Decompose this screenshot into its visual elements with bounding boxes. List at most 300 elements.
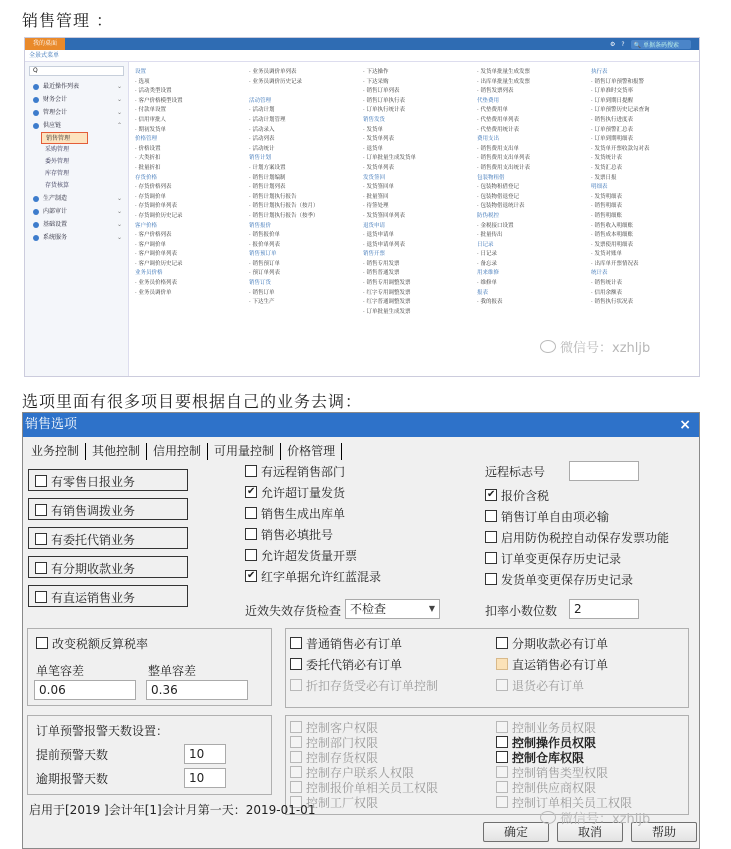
checkbox-label: 销售生成出库单 bbox=[261, 506, 346, 521]
menu-link[interactable]: · 红字专用调整发票 bbox=[363, 289, 411, 296]
menu-link[interactable]: · 客户调价单 bbox=[135, 241, 166, 248]
sidebar-subitem[interactable]: 库存管理 bbox=[45, 170, 70, 177]
menu-link[interactable]: · 发货明细表 bbox=[591, 193, 622, 200]
menu-link[interactable]: · 发货统计表 bbox=[591, 155, 622, 162]
menu-link[interactable]: · 代垫费用单列表 bbox=[477, 116, 519, 123]
menu-link[interactable]: 执行表 bbox=[591, 69, 608, 75]
sidebar-item[interactable] bbox=[25, 218, 128, 231]
settings-icon[interactable]: ⚙ bbox=[610, 41, 616, 48]
menu-link[interactable]: 代垫费用 bbox=[477, 97, 500, 104]
menu-link[interactable]: · 代垫费用统计表 bbox=[477, 126, 519, 133]
checkbox bbox=[496, 796, 508, 808]
sidebar-item[interactable] bbox=[25, 93, 128, 106]
checkbox[interactable] bbox=[485, 531, 497, 543]
help-button[interactable]: 帮助 bbox=[631, 822, 697, 842]
menu-link[interactable]: 客户价格 bbox=[135, 222, 158, 229]
checkbox-label: 报价含税 bbox=[501, 488, 550, 503]
watermark-2: 微信号：xzhljb bbox=[540, 808, 650, 827]
menu-link[interactable]: · 发货单列表 bbox=[363, 164, 394, 171]
checkbox-label: 允许超发货量开票 bbox=[261, 548, 358, 563]
order-required-group bbox=[285, 628, 689, 708]
business-type-box bbox=[28, 527, 188, 549]
checkbox[interactable] bbox=[35, 562, 47, 574]
sidebar-item-label: 基础设置 bbox=[43, 221, 68, 228]
option-checkbox[interactable] bbox=[485, 571, 633, 587]
checkbox-label: 控制工厂权限 bbox=[306, 795, 379, 810]
checkbox[interactable] bbox=[485, 573, 497, 585]
watermark: 微信号：xzhljb bbox=[540, 337, 650, 356]
checkbox[interactable] bbox=[496, 658, 508, 670]
erp-window bbox=[24, 37, 700, 377]
business-type-box bbox=[28, 498, 188, 520]
checkbox-label: 控制操作员权限 bbox=[512, 735, 597, 750]
menu-link[interactable]: 防伪税控 bbox=[477, 212, 500, 219]
checkbox-label: 控制客户权限 bbox=[306, 720, 379, 735]
menu-link[interactable]: · 业务员调价单列表 bbox=[249, 69, 297, 75]
sidebar-item-label: 财务会计 bbox=[43, 96, 68, 103]
dialog-title-bar bbox=[23, 413, 699, 437]
tab-2[interactable]: 其他控制 bbox=[86, 443, 147, 460]
sidebar-item[interactable] bbox=[25, 231, 128, 244]
checkbox-label: 分期收款必有订单 bbox=[512, 636, 609, 651]
menu-link[interactable]: 包装物租借 bbox=[477, 174, 505, 181]
menu-link[interactable]: · 发货对账单 bbox=[591, 251, 622, 258]
menu-link[interactable]: · 包装物租借登记 bbox=[477, 184, 519, 191]
menu-link[interactable]: · 销售执行状况表 bbox=[591, 299, 633, 306]
chevron-icon: ⌄ bbox=[116, 208, 122, 215]
business-type-box bbox=[28, 585, 188, 607]
menu-link[interactable]: · 包装物借退登记 bbox=[477, 193, 519, 200]
menu-link[interactable]: · 销售费用支出单列表 bbox=[477, 155, 530, 162]
option-checkbox[interactable] bbox=[485, 529, 669, 545]
tab-5[interactable]: 价格管理 bbox=[281, 443, 342, 460]
menu-link[interactable]: · 订单批量生成发货单 bbox=[363, 155, 416, 162]
menu-link[interactable]: · 发货单开票收款勾对表 bbox=[591, 145, 650, 152]
order-required-checkbox bbox=[290, 677, 438, 693]
checkbox[interactable] bbox=[245, 465, 257, 477]
menu-link[interactable]: · 维修单 bbox=[477, 280, 497, 287]
menu-link[interactable]: 销售计划 bbox=[249, 155, 272, 162]
menu-link[interactable]: · 销售计划执行报告（按月） bbox=[249, 203, 319, 210]
menu-link[interactable]: 业务员价格 bbox=[135, 270, 163, 277]
order-required-checkbox[interactable] bbox=[496, 656, 608, 672]
checkbox[interactable] bbox=[485, 489, 497, 501]
checkbox bbox=[496, 721, 508, 733]
sidebar-subitem[interactable]: 存货核算 bbox=[45, 182, 70, 189]
menu-link[interactable]: · 销售订单执行表 bbox=[363, 97, 405, 104]
menu-link[interactable]: · 活动计划 bbox=[249, 107, 275, 114]
menu-link[interactable]: · 下达操作 bbox=[363, 69, 389, 75]
menu-link[interactable]: · 销售订单预警和报警 bbox=[591, 78, 644, 85]
menu-icon bbox=[33, 97, 39, 103]
menu-link[interactable]: · 大类折扣 bbox=[135, 155, 161, 162]
checkbox-label: 允许超订量发货 bbox=[261, 485, 346, 500]
wechat-icon bbox=[540, 340, 556, 353]
menu-link[interactable]: · 下达生产 bbox=[249, 299, 275, 306]
menu-link[interactable]: · 存货调价历史记录 bbox=[135, 212, 183, 219]
business-type-checkbox[interactable] bbox=[35, 502, 187, 518]
menu-link[interactable]: · 我的报表 bbox=[477, 299, 503, 306]
tab-1[interactable]: 业务控制 bbox=[27, 443, 86, 460]
business-type-checkbox[interactable] bbox=[35, 560, 187, 576]
sidebar bbox=[25, 62, 129, 376]
menu-link[interactable]: · 报价单列表 bbox=[249, 241, 280, 248]
business-type-checkbox[interactable] bbox=[35, 473, 187, 489]
menu-link[interactable]: · 退货申请单 bbox=[363, 232, 394, 239]
menu-link[interactable]: · 销售费用支出单 bbox=[477, 145, 519, 152]
business-type-checkbox[interactable] bbox=[35, 531, 187, 547]
single-tolerance-label: 单笔容差 bbox=[36, 664, 85, 678]
menu-link[interactable]: · 业务员调价历史记录 bbox=[249, 78, 302, 85]
sidebar-subitem[interactable]: 销售管理 bbox=[41, 132, 88, 144]
menu-icon bbox=[33, 84, 39, 90]
business-type-checkbox[interactable] bbox=[35, 589, 187, 605]
checkbox-label: 控制存户联系人权限 bbox=[306, 765, 415, 780]
option-checkbox[interactable] bbox=[245, 568, 381, 584]
menu-link[interactable]: · 选项 bbox=[135, 78, 150, 85]
checkbox bbox=[290, 736, 302, 748]
sales-options-dialog bbox=[22, 412, 700, 849]
checkbox[interactable] bbox=[245, 549, 257, 561]
menu-link[interactable]: · 金税接口设置 bbox=[477, 222, 514, 229]
overdue-days-label: 逾期报警天数 bbox=[36, 772, 109, 786]
single-tolerance-input[interactable]: 0.06 bbox=[34, 680, 136, 700]
checkbox bbox=[290, 766, 302, 778]
menu-link[interactable]: · 出库单开票情况表 bbox=[591, 260, 639, 267]
checkbox-label: 折扣存货受必有订单控制 bbox=[306, 678, 439, 693]
checkbox[interactable] bbox=[496, 679, 508, 691]
chevron-icon: ⌄ bbox=[116, 221, 122, 228]
overdue-days-input[interactable]: 10 bbox=[184, 768, 226, 788]
menu-link[interactable]: · 价格设置 bbox=[135, 145, 161, 152]
checkbox-label: 有零售日报业务 bbox=[51, 474, 136, 489]
option-checkbox[interactable] bbox=[485, 508, 609, 524]
menu-link[interactable]: · 订单到期日提醒 bbox=[591, 97, 633, 104]
menu-link[interactable]: · 客户价格模型设置 bbox=[135, 97, 183, 104]
checkbox-label: 有远程销售部门 bbox=[261, 464, 346, 479]
checkbox-label: 红字单据允许红蓝混录 bbox=[261, 569, 382, 584]
checkbox-label: 退货必有订单 bbox=[512, 678, 585, 693]
tab-3[interactable]: 信用控制 bbox=[147, 443, 208, 460]
checkbox bbox=[290, 781, 302, 793]
doc-search-input[interactable]: 🔍 单据条码搜索 bbox=[631, 40, 691, 49]
sidebar-item-label: 最近操作列表 bbox=[43, 83, 80, 90]
checkbox[interactable] bbox=[35, 504, 47, 516]
menu-icon bbox=[33, 222, 39, 228]
sidebar-item[interactable] bbox=[25, 192, 128, 205]
tab-strip bbox=[27, 443, 342, 460]
menu-link[interactable]: · 订单批量生成发票 bbox=[363, 308, 411, 315]
menu-icon bbox=[33, 235, 39, 241]
checkbox[interactable] bbox=[35, 475, 47, 487]
menu-link[interactable]: 销售订货 bbox=[249, 280, 272, 287]
checkbox-label: 有直运销售业务 bbox=[51, 590, 136, 605]
option-checkbox[interactable] bbox=[485, 550, 621, 566]
menu-icon bbox=[33, 196, 39, 202]
checkbox[interactable] bbox=[496, 637, 508, 649]
chevron-icon: ⌄ bbox=[116, 109, 122, 116]
dialog-title: 销售选项 bbox=[25, 417, 78, 432]
menu-link[interactable]: · 销售订单列表 bbox=[363, 88, 400, 95]
order-required-checkbox bbox=[496, 677, 584, 693]
menu-link[interactable]: · 销售执行进度表 bbox=[591, 116, 633, 123]
menu-link[interactable]: · 备忘录 bbox=[477, 260, 497, 267]
menu-link[interactable]: 统计表 bbox=[591, 270, 608, 277]
close-icon[interactable]: × bbox=[679, 417, 691, 433]
menu-link[interactable]: · 销售明细表 bbox=[591, 203, 622, 210]
menu-link[interactable]: · 订单预警汇总表 bbox=[591, 126, 633, 133]
ok-button[interactable]: 确定 bbox=[483, 822, 549, 842]
checkbox[interactable] bbox=[485, 552, 497, 564]
menu-column bbox=[249, 68, 367, 308]
menu-link[interactable]: · 销售报价单 bbox=[249, 232, 280, 239]
checkbox-label: 控制订单相关员工权限 bbox=[512, 795, 633, 810]
checkbox-label: 控制供应商权限 bbox=[512, 780, 597, 795]
menu-link[interactable]: 销售发货 bbox=[363, 116, 386, 123]
menu-link[interactable]: · 批量折扣 bbox=[135, 164, 161, 171]
remote-flag-input[interactable] bbox=[569, 461, 639, 481]
menu-link[interactable]: · 销售计划执行报告（按季） bbox=[249, 212, 319, 219]
advance-days-input[interactable]: 10 bbox=[184, 744, 226, 764]
menu-link[interactable]: · 销售发票列表 bbox=[477, 88, 514, 95]
menu-link[interactable]: · 订单到期明细表 bbox=[591, 136, 633, 143]
menu-link[interactable]: · 发货单批量生成发票 bbox=[477, 69, 530, 75]
checkbox[interactable] bbox=[496, 736, 508, 748]
menu-link[interactable]: · 业务员价格列表 bbox=[135, 280, 177, 287]
menu-link[interactable]: · 订单执行统计表 bbox=[363, 107, 405, 114]
checkbox-label: 有委托代销业务 bbox=[51, 532, 136, 547]
advance-days-label: 提前预警天数 bbox=[36, 748, 109, 762]
menu-link[interactable]: · 活动列表 bbox=[249, 136, 275, 143]
menu-link[interactable]: 销售报价 bbox=[249, 222, 272, 229]
whole-tolerance-input[interactable]: 0.36 bbox=[146, 680, 248, 700]
menu-link[interactable]: · 出库单批量生成发票 bbox=[477, 78, 530, 85]
menu-link[interactable]: 发货签回 bbox=[363, 174, 386, 181]
checkbox-label: 控制存货权限 bbox=[306, 750, 379, 765]
breadcrumb: 全景式菜单 bbox=[25, 50, 699, 62]
checkbox bbox=[496, 766, 508, 778]
checkbox[interactable] bbox=[245, 528, 257, 540]
checkbox[interactable] bbox=[485, 510, 497, 522]
menu-link[interactable]: · 活动统计 bbox=[249, 145, 275, 152]
menu-link[interactable]: 活动管理 bbox=[249, 97, 272, 104]
menu-link[interactable]: · 发货签回单列表 bbox=[363, 212, 405, 219]
menu-column bbox=[591, 68, 700, 308]
menu-link[interactable]: 报表 bbox=[477, 289, 489, 296]
caption-sales-management: 销售管理 ： bbox=[22, 11, 114, 30]
checkbox-label: 控制销售类型权限 bbox=[512, 765, 609, 780]
option-checkbox[interactable] bbox=[245, 463, 345, 479]
menu-link[interactable]: · 包装物借退统计表 bbox=[477, 203, 525, 210]
checkbox[interactable] bbox=[496, 751, 508, 763]
menu-column bbox=[135, 68, 253, 298]
menu-link[interactable]: · 信用余额表 bbox=[591, 289, 622, 296]
menu-link[interactable]: 费用支出 bbox=[477, 136, 500, 143]
menu-link[interactable]: · 销售计划列表 bbox=[249, 184, 286, 191]
sidebar-item-label: 供应链 bbox=[43, 122, 62, 129]
menu-link[interactable]: 用来维修 bbox=[477, 270, 500, 277]
sidebar-item-label: 生产制造 bbox=[43, 195, 68, 202]
menu-link[interactable]: · 销售统计表 bbox=[591, 280, 622, 287]
dropdown-arrow-icon: ▼ bbox=[428, 604, 435, 613]
menu-link[interactable]: · 发票日报 bbox=[591, 174, 617, 181]
menu-link[interactable]: · 代垫费用单 bbox=[477, 107, 508, 114]
tab-my-desktop[interactable]: 我的桌面 bbox=[25, 38, 65, 50]
menu-link[interactable]: · 销售专用调整发票 bbox=[363, 280, 411, 287]
menu-link[interactable]: · 发货单列表 bbox=[363, 136, 394, 143]
menu-link[interactable]: · 下达采购 bbox=[363, 78, 389, 85]
chevron-icon: ⌄ bbox=[116, 96, 122, 103]
cancel-button[interactable]: 取消 bbox=[557, 822, 623, 842]
option-checkbox[interactable] bbox=[245, 526, 333, 542]
option-checkbox[interactable] bbox=[245, 505, 345, 521]
menu-link[interactable]: · 销售订单 bbox=[249, 289, 275, 296]
sidebar-item[interactable] bbox=[25, 205, 128, 218]
order-required-checkbox[interactable] bbox=[290, 635, 402, 651]
menu-link[interactable]: · 活动计划管理 bbox=[249, 116, 286, 123]
order-required-checkbox[interactable] bbox=[290, 656, 402, 672]
checkbox-label: 控制报价单相关员工权限 bbox=[306, 780, 439, 795]
business-type-box bbox=[28, 556, 188, 578]
checkbox[interactable] bbox=[245, 570, 257, 582]
menu-link[interactable]: · 销售费用支出统计表 bbox=[477, 164, 530, 171]
sidebar-item[interactable] bbox=[25, 119, 128, 132]
checkbox[interactable] bbox=[290, 637, 302, 649]
menu-link[interactable]: · 发货单 bbox=[363, 126, 383, 133]
menu-link[interactable]: · 预订单列表 bbox=[249, 270, 280, 277]
menu-link[interactable]: · 期初发货单 bbox=[135, 126, 166, 133]
sidebar-item[interactable] bbox=[25, 80, 128, 93]
menu-link[interactable]: 明细表 bbox=[591, 184, 608, 191]
sidebar-search-input[interactable]: Q bbox=[29, 66, 124, 76]
menu-link[interactable]: · 付款单设置 bbox=[135, 107, 166, 114]
menu-link[interactable]: 销售开票 bbox=[363, 251, 386, 258]
menu-link[interactable]: · 存货调价单 bbox=[135, 193, 166, 200]
sidebar-subitem[interactable]: 委外管理 bbox=[45, 158, 70, 165]
menu-link[interactable]: · 发货签回单 bbox=[363, 184, 394, 191]
menu-link[interactable]: · 信用审批人 bbox=[135, 116, 166, 123]
panorama-menu bbox=[135, 68, 699, 376]
checkbox[interactable] bbox=[35, 533, 47, 545]
menu-link[interactable]: · 销售普通发票 bbox=[363, 270, 400, 277]
menu-link[interactable]: · 批量传出 bbox=[477, 232, 503, 239]
wechat-icon bbox=[540, 811, 556, 824]
menu-link[interactable]: 退货申请 bbox=[363, 222, 386, 229]
checkbox-label: 普通销售必有订单 bbox=[306, 636, 403, 651]
menu-icon bbox=[33, 110, 39, 116]
checkbox-label: 有分期收款业务 bbox=[51, 561, 136, 576]
checkbox bbox=[290, 751, 302, 763]
menu-link[interactable]: · 计划方案设置 bbox=[249, 164, 286, 171]
warning-days-title: 订单预警报警天数设置： bbox=[36, 724, 169, 738]
sidebar-item[interactable] bbox=[25, 106, 128, 119]
menu-link[interactable]: · 客户调价单列表 bbox=[135, 251, 177, 258]
checkbox-label: 销售必填批号 bbox=[261, 527, 334, 542]
checkbox[interactable] bbox=[245, 486, 257, 498]
menu-link[interactable]: · 销售预订单 bbox=[249, 260, 280, 267]
checkbox-label: 委托代销必有订单 bbox=[306, 657, 403, 672]
checkbox-label: 控制仓库权限 bbox=[512, 750, 585, 765]
checkbox-label: 控制部门权限 bbox=[306, 735, 379, 750]
menu-link[interactable]: · 客户调价历史记录 bbox=[135, 260, 183, 267]
remote-flag-label: 远程标志号 bbox=[485, 465, 546, 479]
menu-link[interactable]: · 销售计划执行报告 bbox=[249, 193, 297, 200]
checkbox-label: 有销售调拨业务 bbox=[51, 503, 136, 518]
checkbox[interactable] bbox=[290, 679, 302, 691]
menu-link[interactable]: · 退货单 bbox=[363, 145, 383, 152]
sidebar-subitem[interactable]: 采购管理 bbox=[45, 146, 70, 153]
menu-link[interactable]: · 销售计划编制 bbox=[249, 174, 286, 181]
menu-column bbox=[477, 68, 595, 308]
option-checkbox[interactable] bbox=[245, 484, 345, 500]
menu-link[interactable]: · 业务员调价单 bbox=[135, 289, 172, 296]
checkbox[interactable] bbox=[245, 507, 257, 519]
tolerance-group bbox=[27, 628, 272, 706]
option-checkbox[interactable] bbox=[245, 547, 357, 563]
menu-link[interactable]: · 活动类型设置 bbox=[135, 88, 172, 95]
checkbox-label: 发货单变更保存历史记录 bbox=[501, 572, 634, 587]
menu-link[interactable]: · 待签处理 bbox=[363, 203, 389, 210]
order-required-checkbox[interactable] bbox=[496, 635, 608, 651]
menu-link[interactable]: · 红字普通调整发票 bbox=[363, 299, 411, 306]
menu-link[interactable]: · 销售成本明细账 bbox=[591, 232, 633, 239]
chevron-icon: ⌃ bbox=[116, 122, 122, 129]
whole-tolerance-label: 整单容差 bbox=[148, 664, 197, 678]
menu-link[interactable]: · 发货汇总表 bbox=[591, 164, 622, 171]
menu-icon bbox=[33, 209, 39, 215]
menu-link[interactable]: · 退货申请单列表 bbox=[363, 241, 405, 248]
checkbox-label: 销售订单自由项必输 bbox=[501, 509, 610, 524]
checkbox-label: 启用防伪税控自动保存发票功能 bbox=[501, 530, 670, 545]
option-checkbox[interactable] bbox=[485, 487, 549, 503]
menu-link[interactable]: 销售预订单 bbox=[249, 251, 277, 258]
menu-link[interactable]: · 批量签回 bbox=[363, 193, 389, 200]
menu-link[interactable]: · 销售收入明细账 bbox=[591, 222, 633, 229]
menu-link[interactable]: · 销售专用发票 bbox=[363, 260, 400, 267]
help-icon[interactable]: ? bbox=[621, 41, 625, 48]
menu-link[interactable]: 价格管理 bbox=[135, 136, 158, 143]
top-bar bbox=[25, 38, 699, 50]
checkbox bbox=[496, 781, 508, 793]
sidebar-item-label: 系统服务 bbox=[43, 234, 68, 241]
chevron-icon: ⌄ bbox=[116, 83, 122, 90]
menu-link[interactable]: · 客户价格列表 bbox=[135, 232, 172, 239]
checkbox[interactable] bbox=[290, 658, 302, 670]
menu-link[interactable]: · 销售明细账 bbox=[591, 212, 622, 219]
menu-link[interactable]: · 日记录 bbox=[477, 251, 497, 258]
menu-link[interactable]: · 发票使用明细表 bbox=[591, 241, 633, 248]
menu-link[interactable]: 设置 bbox=[135, 69, 147, 75]
menu-link[interactable]: · 订单准时交货率 bbox=[591, 88, 633, 95]
checkbox bbox=[290, 721, 302, 733]
decimal-places-input[interactable]: 2 bbox=[569, 599, 639, 619]
expiry-check-select[interactable]: 不检查 ▼ bbox=[345, 599, 440, 619]
tab-4[interactable]: 可用量控制 bbox=[208, 443, 281, 460]
tax-recalc-checkbox[interactable]: 改变税额反算税率 bbox=[36, 635, 148, 651]
menu-link[interactable]: 存货价格 bbox=[135, 174, 158, 181]
menu-link[interactable]: · 存货价格列表 bbox=[135, 184, 172, 191]
chevron-icon: ⌄ bbox=[116, 234, 122, 241]
menu-link[interactable]: · 订单预警历史记录查询 bbox=[591, 107, 650, 114]
menu-link[interactable]: 日记录 bbox=[477, 241, 494, 248]
decimal-places-label: 扣率小数位数 bbox=[485, 604, 558, 618]
checkbox[interactable] bbox=[35, 591, 47, 603]
menu-link[interactable]: · 活动录入 bbox=[249, 126, 275, 133]
menu-link[interactable]: · 存货调价单列表 bbox=[135, 203, 177, 210]
sidebar-item-label: 内部审计 bbox=[43, 208, 68, 215]
menu-column bbox=[363, 68, 481, 317]
caption-options: 选项里面有很多项目要根据自己的业务去调： bbox=[22, 392, 363, 411]
